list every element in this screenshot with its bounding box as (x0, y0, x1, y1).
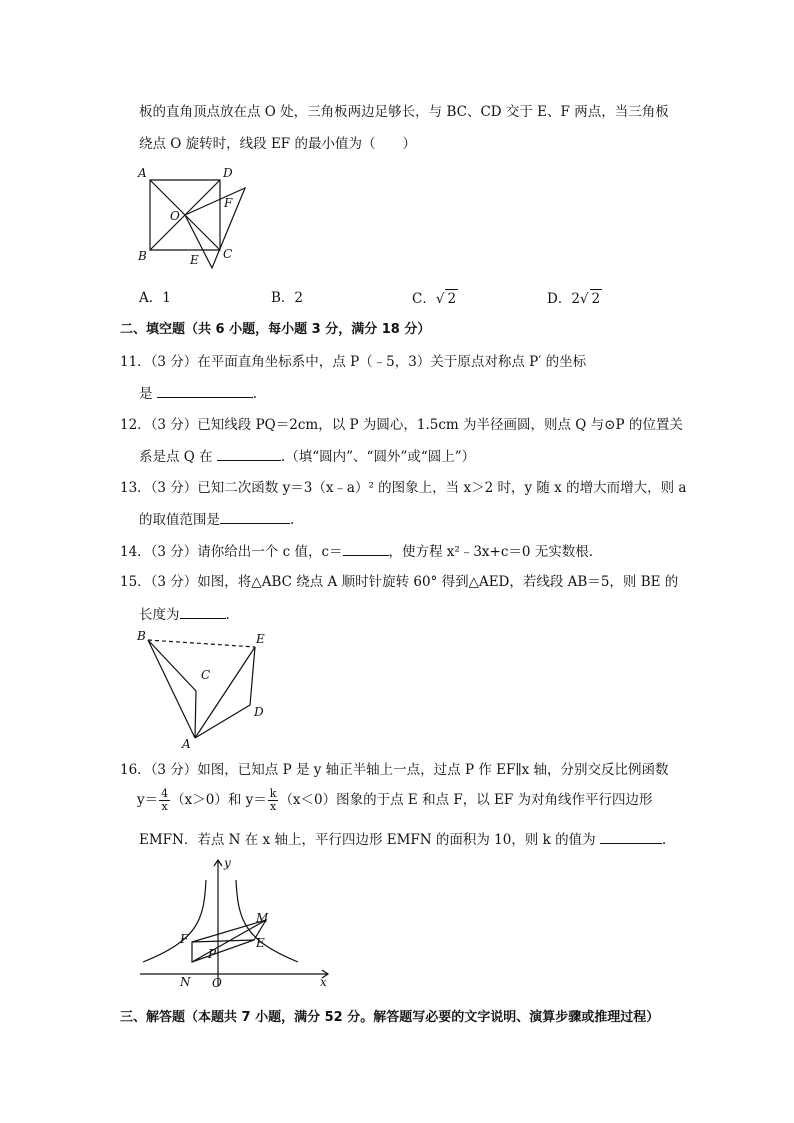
q12-line1: 12．（3 分）已知线段 PQ＝2cm，以 P 为圆心，1.5cm 为半径画圆，则点 Q 与⊙P 的位置关 (120, 417, 683, 433)
q15-line1: 15．（3 分）如图，将△ABC 绕点 A 顺时针旋转 60° 得到△AED，若线段 AB＝5，则 BE 的 (120, 574, 679, 590)
q16-parallelogram-figure (138, 850, 338, 990)
label-c: C (201, 668, 211, 682)
hyperbola-left (143, 880, 206, 962)
q14-line: 14．（3 分）请你给出一个 c 值，c＝ ，使方程 x²﹣3x+c＝0 无实数根. (120, 544, 594, 560)
label-p: P (208, 947, 217, 961)
label-d: D (254, 705, 264, 719)
label-o: O (212, 976, 222, 990)
q13-line1: 13．（3 分）已知二次函数 y＝3（x﹣a）² 的图象上，当 x＞2 时，y 随 x 的增大而增大，则 a (120, 480, 687, 496)
q16-line1: 16．（3 分）如图，已知点 P 是 y 轴正半轴上一点，过点 P 作 EF∥x 轴，分别交反比例函数 (120, 762, 669, 778)
label-f: F (224, 196, 233, 210)
q10-text-line2: 绕点 O 旋转时，线段 EF 的最小值为（ ） (139, 136, 416, 152)
label-b: B (137, 629, 146, 643)
q10-option-d: D．2√ 2 (547, 291, 601, 307)
diagonal-mn (192, 920, 266, 962)
label-m: M (256, 911, 269, 925)
triangle-abc (148, 640, 196, 738)
q10-option-a: A．1 (139, 290, 171, 306)
label-c: C (223, 247, 233, 261)
q16-line2: y＝ $\frac{4}{x}$ （x＞0）和 y＝ $\frac{k}{x}$ （x＜0）图象的于点 E 和点 F，以 EF 为对角线作平行四边形 (137, 787, 653, 813)
q11-line1: 11．（3 分）在平面直角坐标系中，点 P（﹣5，3）关于原点对称点 P′ 的坐标 (120, 354, 587, 370)
section3-heading: 三、解答题（本题共 7 小题，满分 52 分。解答题写必要的文字说明、演算步骤或推理过程） (120, 1010, 660, 1025)
label-f: F (180, 932, 189, 946)
label-d: D (223, 166, 233, 180)
q10-option-b: B．2 (271, 290, 304, 306)
label-x: x (320, 975, 327, 989)
label-a: A (182, 737, 191, 750)
q10-square-figure (130, 160, 260, 272)
label-a: A (138, 166, 147, 180)
triangle-aed (195, 647, 255, 738)
q15-rotation-figure (130, 625, 280, 750)
label-n: N (180, 975, 191, 989)
label-e: E (190, 253, 199, 267)
q11-line2: 是 . (139, 386, 258, 402)
q12-line2: 系是点 Q 在 .（填“圆内”、“圆外”或“圆上”） (139, 449, 476, 465)
label-b: B (138, 249, 147, 263)
section2-heading: 二、填空题（共 6 小题，每小题 3 分，满分 18 分） (120, 322, 431, 337)
diagonal-ef (192, 940, 254, 942)
q15-line2: 长度为 . (139, 607, 230, 623)
q16-line3: EMFN．若点 N 在 x 轴上，平行四边形 EMFN 的面积为 10，则 k 的值为 . (139, 832, 667, 848)
q10-option-c: C．√ 2 (412, 291, 457, 307)
label-o: O (170, 209, 180, 223)
segment-be (148, 640, 255, 647)
label-e: E (256, 936, 265, 950)
q10-text-line1: 板的直角顶点放在点 O 处，三角板两边足够长，与 BC、CD 交于 E、F 两点，当三角板 (139, 104, 669, 120)
q13-line2: 的取值范围是 . (139, 512, 295, 528)
label-y: y (224, 856, 231, 870)
label-e: E (256, 632, 265, 646)
